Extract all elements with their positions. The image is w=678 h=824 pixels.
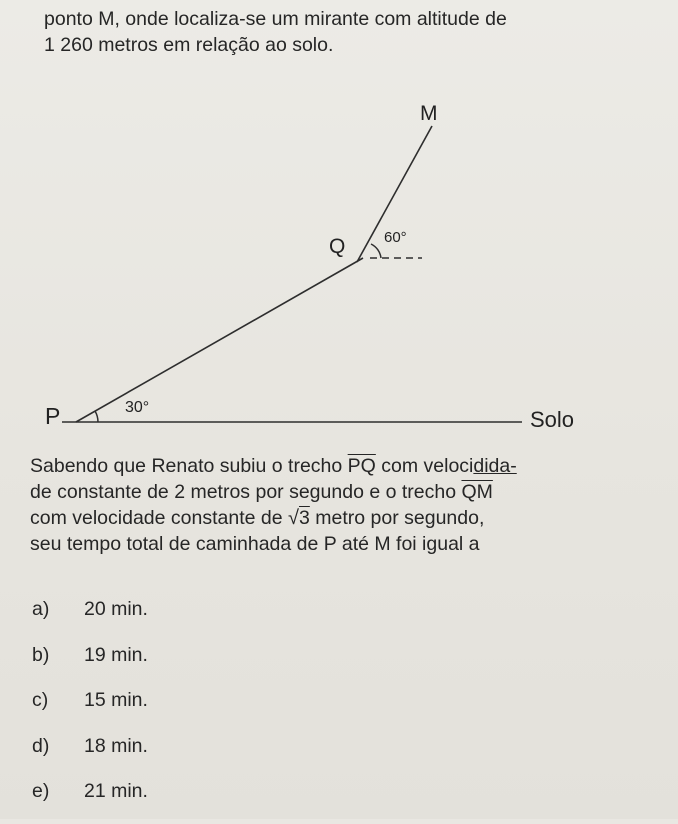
question-line-1-underlined: dida- <box>473 455 517 477</box>
option-text: 19 min. <box>84 643 148 666</box>
option-c[interactable] <box>32 687 432 733</box>
label-m: M <box>420 102 438 125</box>
option-letter: a) <box>32 598 50 620</box>
angle-arc-p <box>95 411 98 422</box>
answer-options <box>32 596 432 824</box>
angle-label-q: 60° <box>384 229 407 246</box>
option-d[interactable] <box>32 733 432 779</box>
segment-qm-label: $\overline{QM}$ <box>461 481 493 503</box>
label-p: P <box>45 403 61 429</box>
option-letter: d) <box>32 734 50 757</box>
angle-label-p: 30° <box>125 399 150 416</box>
sqrt-three <box>288 505 310 531</box>
question-line-1-end: com veloci <box>375 455 474 477</box>
option-letter: b) <box>32 643 50 666</box>
option-letter: c) <box>32 689 49 711</box>
sqrt-argument: 3 <box>298 507 310 529</box>
question-line-2 <box>30 479 670 505</box>
question-line-3 <box>30 505 670 531</box>
question-line-1 <box>30 453 670 479</box>
label-solo: Solo <box>530 407 575 432</box>
option-text: 15 min. <box>84 689 148 711</box>
question-text <box>30 453 670 557</box>
question-line-4: seu tempo total de caminhada de P até M foi igual a <box>30 533 480 555</box>
geometry-figure <box>0 90 678 435</box>
option-text: 20 min. <box>84 598 148 620</box>
question-line-2-mid: undo e o trecho <box>320 481 462 503</box>
option-e[interactable] <box>32 778 432 824</box>
option-b[interactable] <box>32 642 432 688</box>
segment-pq-label: $\overline{PQ}$ <box>347 455 376 477</box>
option-letter: e) <box>32 780 50 802</box>
option-a[interactable] <box>32 596 432 642</box>
question-line-2-underlined: g <box>309 481 321 503</box>
intro-line-1: ponto M, onde localiza-se um mirante com altitude de <box>44 8 507 30</box>
intro-text <box>44 6 669 58</box>
path-diagram <box>0 90 678 435</box>
question-line-1-text: Sabendo que Renato subiu o trecho <box>30 455 348 477</box>
question-line-3-text: com velocidade constante de <box>30 507 288 529</box>
question-line-2-text: de constante de 2 metros por se <box>30 481 310 503</box>
angle-arc-q <box>371 244 381 258</box>
option-text: 18 min. <box>84 734 148 757</box>
option-text: 21 min. <box>84 780 148 802</box>
sqrt-sign: √ <box>288 507 299 529</box>
intro-line-2: 1 260 metros em relação ao solo. <box>44 34 334 56</box>
question-line-3-end: metro por segundo, <box>309 507 485 529</box>
segment-pq <box>76 258 363 422</box>
label-q: Q <box>329 235 346 258</box>
